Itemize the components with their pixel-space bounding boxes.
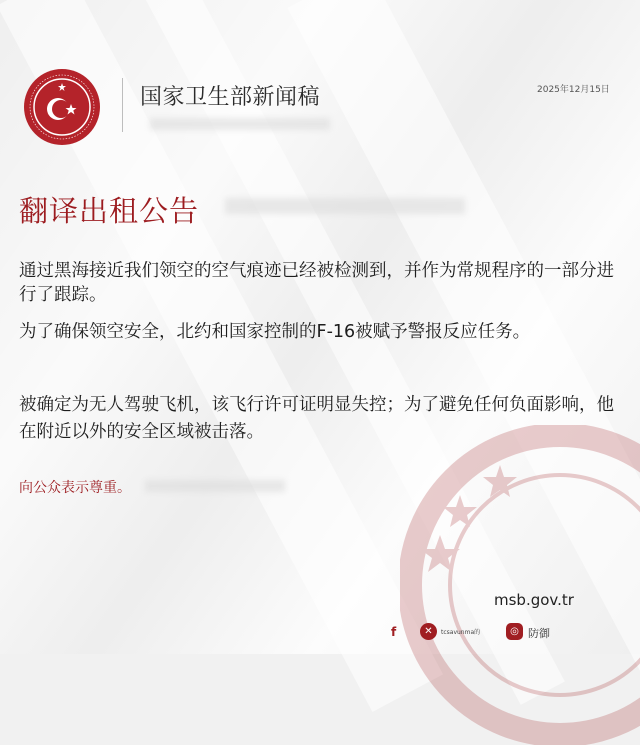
blurred-text xyxy=(150,118,330,130)
header-divider xyxy=(122,78,123,132)
facebook-icon[interactable]: f xyxy=(391,625,397,639)
website-link[interactable]: msb.gov.tr xyxy=(494,591,574,609)
instagram-label: 防御 xyxy=(528,627,550,640)
ministry-title: 国家卫生部新闻稿 xyxy=(140,85,321,110)
ministry-logo xyxy=(22,67,102,147)
blurred-text xyxy=(145,480,285,492)
social-handle: tcsavunma的 xyxy=(441,629,481,636)
paragraph: 为了确保领空安全，北约和国家控制的F-16被赋予警报反应任务。 xyxy=(19,322,531,342)
blurred-text xyxy=(225,198,465,214)
page-title: 翻译出租公告 xyxy=(19,194,200,228)
watermark-seal xyxy=(400,425,640,745)
paragraph: 通过黑海接近我们领空的空气痕迹已经被检测到，并作为常规程序的一部分进行了跟踪。 xyxy=(19,261,614,305)
closing-line: 向公众表示尊重。 xyxy=(19,480,131,496)
instagram-icon[interactable]: ◎ xyxy=(506,623,523,640)
header-date: 2025年12月15日 xyxy=(537,85,610,95)
paragraph: 被确定为无人驾驶飞机，该飞行许可证明显失控；为了避免任何负面影响，他在附近以外的安全区域被击落。 xyxy=(19,395,614,442)
x-icon[interactable]: ✕ xyxy=(420,623,437,640)
